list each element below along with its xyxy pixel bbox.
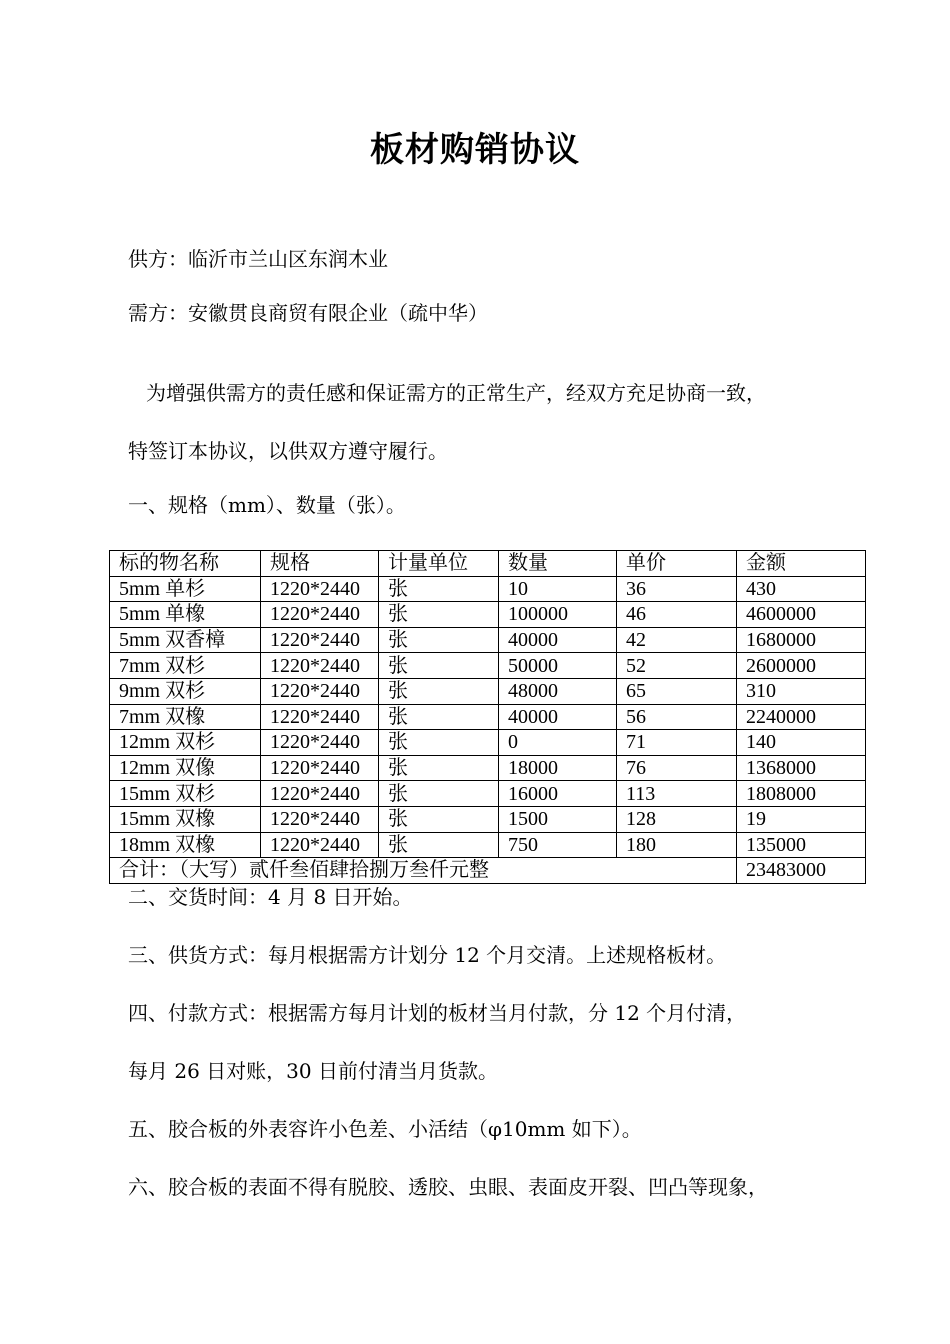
table-cell: 张: [379, 781, 499, 807]
table-cell: 12mm 双像: [110, 755, 261, 781]
table-header-row: [110, 551, 866, 577]
table-cell: 36: [617, 576, 737, 602]
table-cell: 张: [379, 806, 499, 832]
section-4-payment-line-2: 每月 26 日对账，30 日前付清当月货款。: [128, 1059, 498, 1083]
table-cell: 张: [379, 755, 499, 781]
table-cell: 1220*2440: [261, 653, 379, 679]
header-cell: 金额: [737, 551, 866, 577]
section-4-payment-line-1: 四、付款方式：根据需方每月计划的板材当月付款，分 12 个月付清，: [128, 1001, 747, 1025]
table-cell: 1220*2440: [261, 627, 379, 653]
table-cell: 750: [499, 832, 617, 858]
table-cell: 7mm 双橡: [110, 704, 261, 730]
header-cell: 规格: [261, 551, 379, 577]
table-cell: 5mm 单橡: [110, 602, 261, 628]
table-cell: 19: [737, 806, 866, 832]
table-cell: 430: [737, 576, 866, 602]
section-1-heading: 一、规格（mm）、数量（张）。: [128, 493, 406, 517]
header-cell: 数量: [499, 551, 617, 577]
section-2-delivery-time: 二、交货时间：4 月 8 日开始。: [128, 885, 413, 909]
table-cell: 2600000: [737, 653, 866, 679]
table-cell: 180: [617, 832, 737, 858]
total-label: 合计：（大写）贰仟叁佰肆拾捌万叁仟元整: [110, 858, 737, 884]
table-row: [110, 832, 866, 858]
table-cell: 10: [499, 576, 617, 602]
table-cell: 12mm 双杉: [110, 730, 261, 756]
header-cell: 单价: [617, 551, 737, 577]
table-cell: 张: [379, 704, 499, 730]
supplier-line: 供方：临沂市兰山区东润木业: [128, 247, 388, 271]
table-cell: 135000: [737, 832, 866, 858]
table-row: [110, 704, 866, 730]
table-cell: 76: [617, 755, 737, 781]
table-cell: 128: [617, 806, 737, 832]
table-row: [110, 602, 866, 628]
table-cell: 1220*2440: [261, 704, 379, 730]
table-row: [110, 806, 866, 832]
table-cell: 0: [499, 730, 617, 756]
table-cell: 张: [379, 832, 499, 858]
buyer-line: 需方：安徽贯良商贸有限企业（疏中华）: [128, 301, 488, 325]
table-cell: 140: [737, 730, 866, 756]
table-cell: 16000: [499, 781, 617, 807]
table-cell: 71: [617, 730, 737, 756]
table-cell: 113: [617, 781, 737, 807]
table-cell: 1368000: [737, 755, 866, 781]
table-cell: 46: [617, 602, 737, 628]
table-cell: 310: [737, 678, 866, 704]
goods-table: [109, 550, 866, 884]
table-row: [110, 755, 866, 781]
table-cell: 1500: [499, 806, 617, 832]
table-cell: 9mm 双杉: [110, 678, 261, 704]
table-cell: 42: [617, 627, 737, 653]
document-title: 板材购销协议: [370, 130, 580, 170]
table-cell: 1680000: [737, 627, 866, 653]
table-cell: 65: [617, 678, 737, 704]
table-row: [110, 730, 866, 756]
table-cell: 50000: [499, 653, 617, 679]
header-cell: 计量单位: [379, 551, 499, 577]
table-cell: 1220*2440: [261, 781, 379, 807]
table-cell: 张: [379, 602, 499, 628]
table-cell: 张: [379, 627, 499, 653]
table-total-row: [110, 858, 866, 884]
table-row: [110, 576, 866, 602]
table-cell: 5mm 双香樟: [110, 627, 261, 653]
table-cell: 100000: [499, 602, 617, 628]
table-cell: 7mm 双杉: [110, 653, 261, 679]
header-cell: 标的物名称: [110, 551, 261, 577]
table-cell: 张: [379, 576, 499, 602]
table-row: [110, 781, 866, 807]
table-cell: 1220*2440: [261, 755, 379, 781]
goods-table-body: [110, 551, 866, 884]
table-cell: 15mm 双杉: [110, 781, 261, 807]
table-cell: 40000: [499, 627, 617, 653]
table-cell: 1220*2440: [261, 730, 379, 756]
intro-paragraph-line-2: 特签订本协议，以供双方遵守履行。: [128, 439, 448, 463]
table-cell: 张: [379, 653, 499, 679]
table-cell: 1220*2440: [261, 602, 379, 628]
table-cell: 1220*2440: [261, 576, 379, 602]
table-cell: 1220*2440: [261, 678, 379, 704]
table-cell: 2240000: [737, 704, 866, 730]
table-cell: 4600000: [737, 602, 866, 628]
total-value: 23483000: [737, 858, 866, 884]
section-6-surface: 六、胶合板的表面不得有脱胶、透胶、虫眼、表面皮开裂、凹凸等现象，: [128, 1175, 768, 1199]
table-row: [110, 678, 866, 704]
table-cell: 18mm 双橡: [110, 832, 261, 858]
table-cell: 52: [617, 653, 737, 679]
table-cell: 1220*2440: [261, 832, 379, 858]
table-cell: 15mm 双橡: [110, 806, 261, 832]
section-3-supply-method: 三、供货方式：每月根据需方计划分 12 个月交清。上述规格板材。: [128, 943, 727, 967]
table-cell: 1220*2440: [261, 806, 379, 832]
section-5-appearance: 五、胶合板的外表容许小色差、小活结（φ10mm 如下）。: [128, 1117, 642, 1141]
table-cell: 张: [379, 730, 499, 756]
table-cell: 5mm 单杉: [110, 576, 261, 602]
table-cell: 1808000: [737, 781, 866, 807]
table-cell: 56: [617, 704, 737, 730]
table-row: [110, 653, 866, 679]
table-cell: 40000: [499, 704, 617, 730]
table-cell: 48000: [499, 678, 617, 704]
table-cell: 张: [379, 678, 499, 704]
intro-paragraph-line-1: 为增强供需方的责任感和保证需方的正常生产，经双方充足协商一致，: [146, 381, 766, 405]
table-cell: 18000: [499, 755, 617, 781]
table-row: [110, 627, 866, 653]
